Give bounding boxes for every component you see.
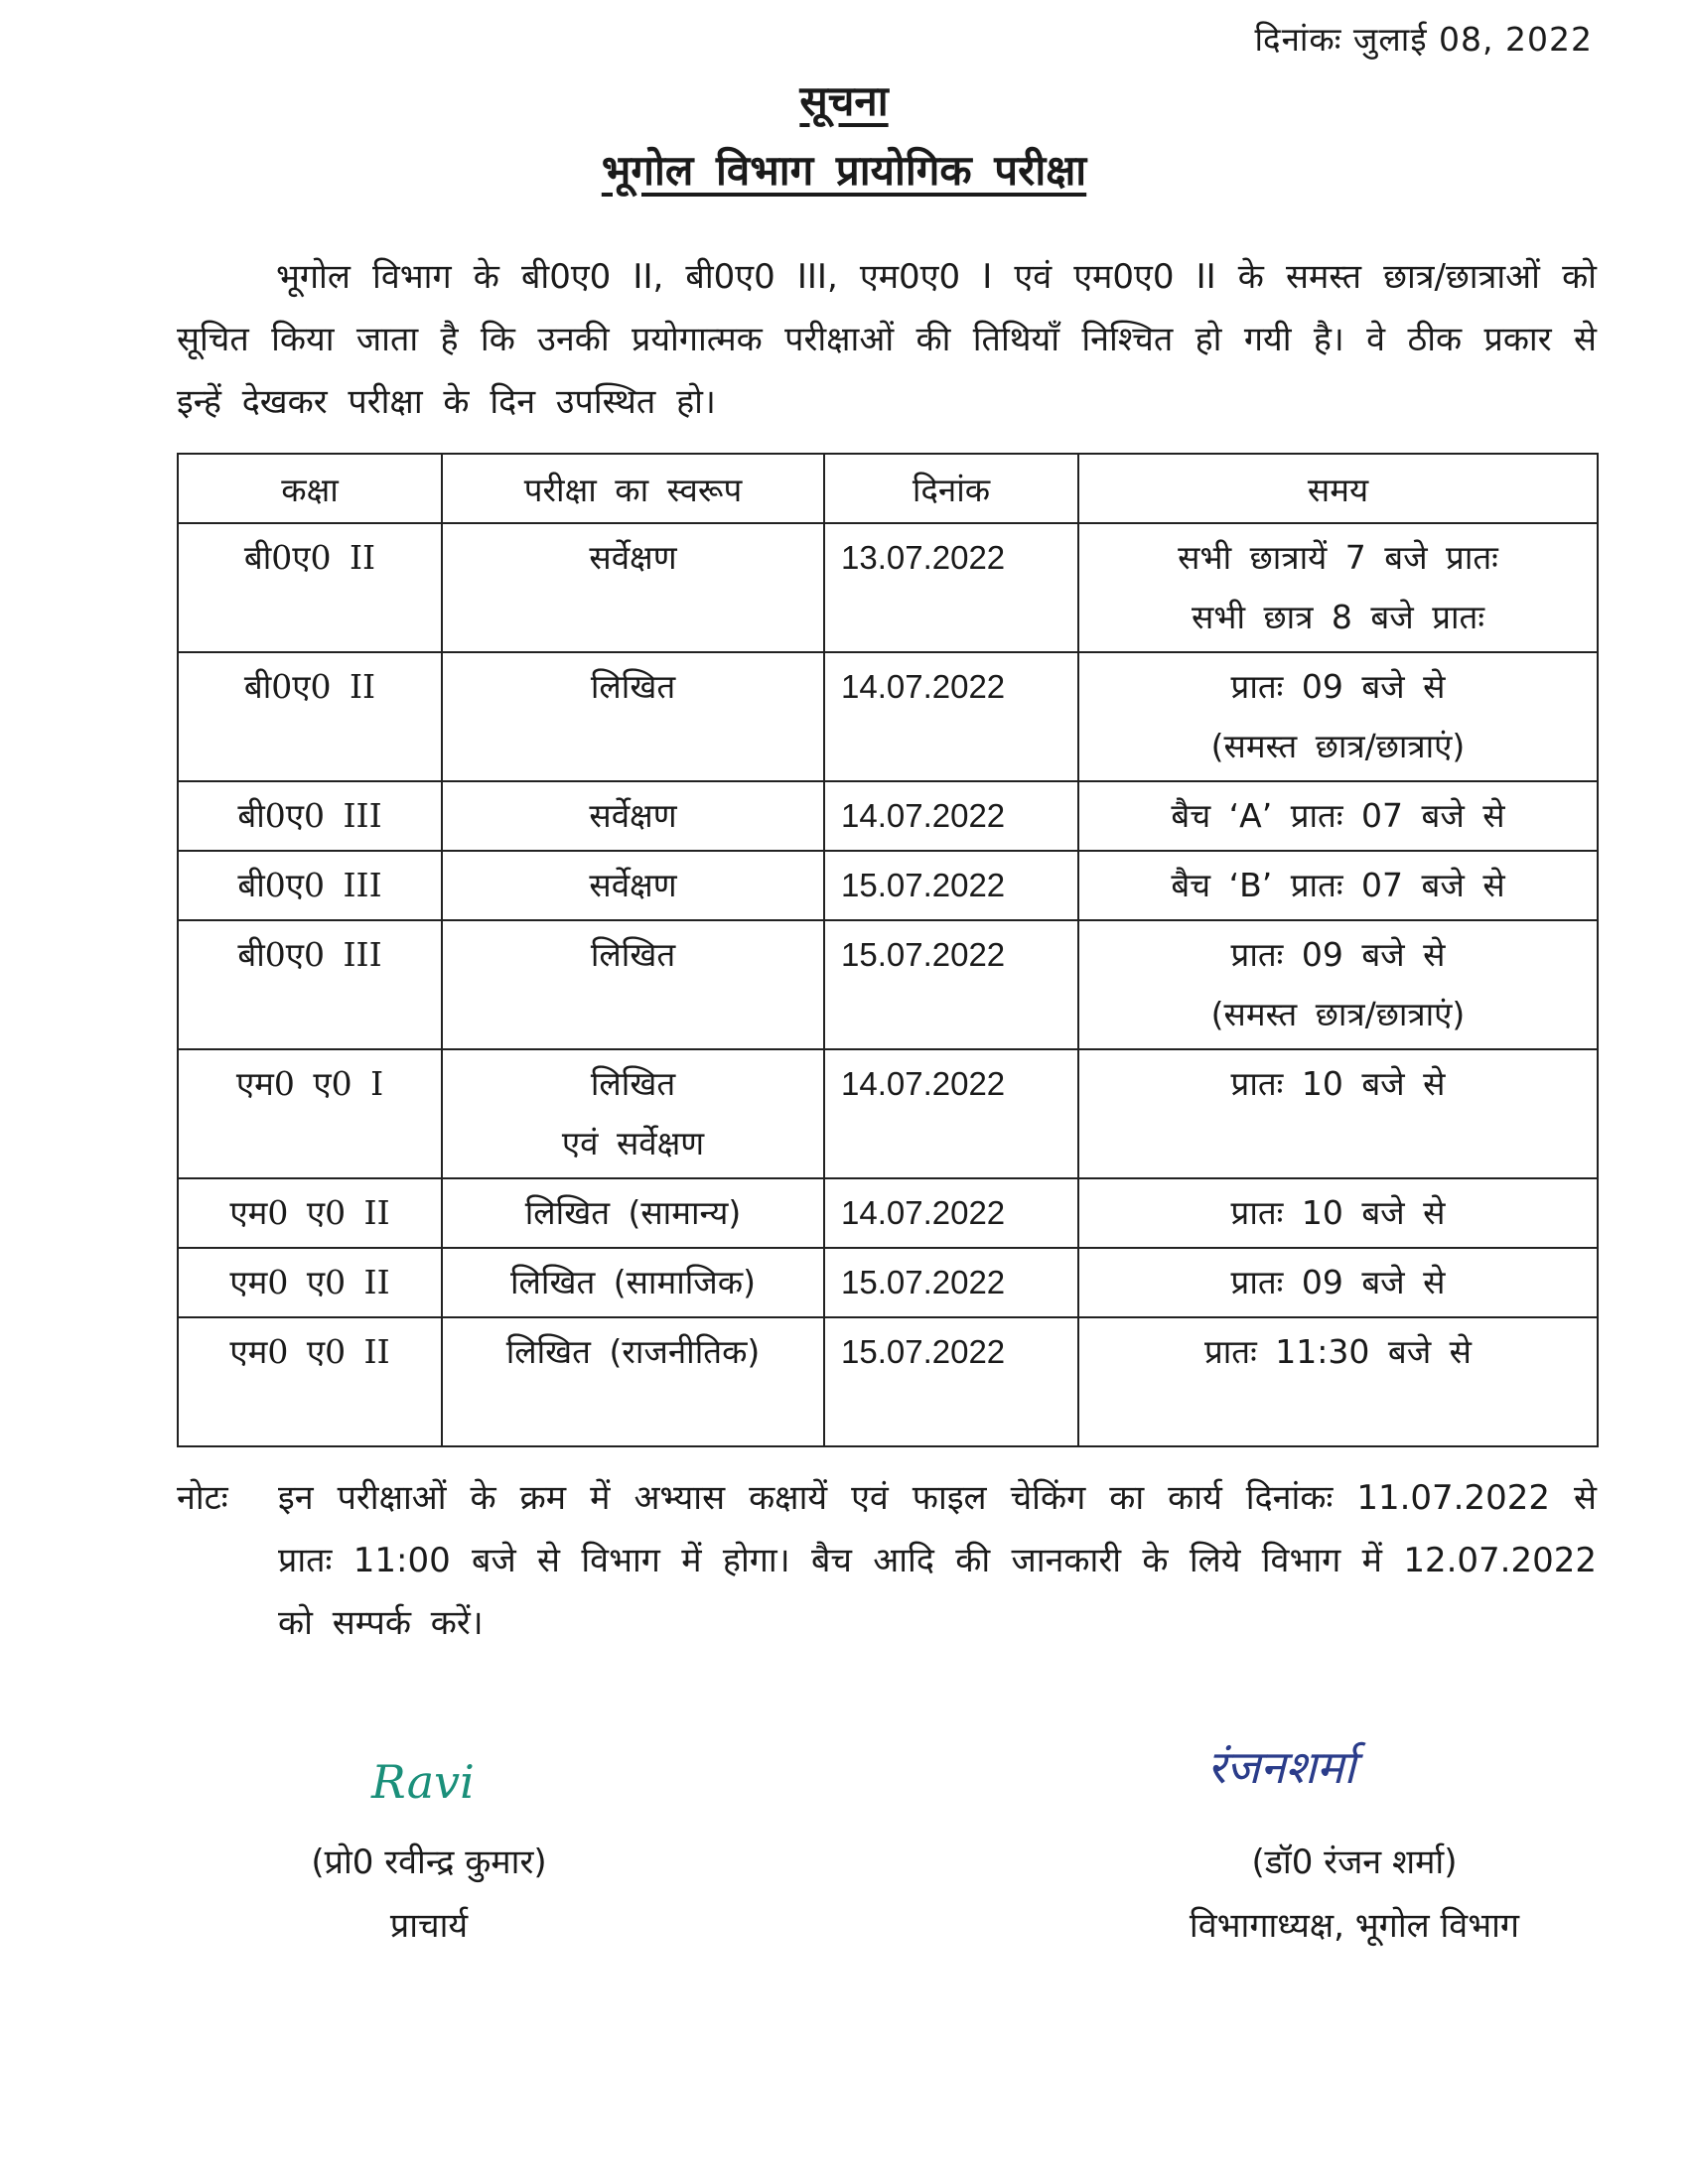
exam-type-cell	[442, 1317, 824, 1446]
note-label: नोटः	[177, 1478, 228, 1518]
class-cell	[178, 1248, 442, 1317]
time-value: प्रातः 09 बजे से	[1230, 935, 1446, 974]
class-value: बी0ए0 II	[243, 538, 376, 577]
class-value: एम0 ए0 II	[229, 1332, 390, 1371]
class-cell	[178, 1049, 442, 1178]
exam-type-cell	[442, 652, 824, 781]
class-cell	[178, 1317, 442, 1446]
time-value: बैच ‘B’ प्रातः 07 बजे से	[1171, 866, 1505, 904]
class-cell	[178, 1178, 442, 1248]
time-cell	[1078, 1248, 1598, 1317]
date-value: 14.07.2022	[841, 668, 1006, 705]
date-cell	[824, 1317, 1078, 1446]
exam-type-value: सर्वेक्षण	[589, 866, 677, 904]
hod-signature: रंजनशर्मा	[1207, 1740, 1356, 1794]
time-cell	[1078, 652, 1598, 781]
time-cell	[1078, 920, 1598, 1049]
exam-type-cell	[442, 920, 824, 1049]
class-value: एम0 ए0 II	[229, 1263, 390, 1301]
exam-type-cell	[442, 1049, 824, 1178]
exam-type-value: एवं सर्वेक्षण	[561, 1124, 705, 1162]
date-cell	[824, 781, 1078, 851]
table-row	[178, 1248, 1598, 1317]
time-value	[1087, 1382, 1589, 1441]
header-exam-type: परीक्षा का स्वरूप	[442, 454, 824, 523]
date-value: 14.07.2022	[841, 1065, 1006, 1102]
time-cell	[1078, 523, 1598, 652]
header-time: समय	[1078, 454, 1598, 523]
time-value: (समस्त छात्र/छात्राएं)	[1210, 727, 1466, 765]
table-row	[178, 781, 1598, 851]
exam-type-value: लिखित (सामान्य)	[524, 1193, 742, 1232]
date-value: 15.07.2022	[841, 1333, 1006, 1370]
time-value: सभी छात्र 8 बजे प्रातः	[1191, 598, 1485, 636]
exam-type-value: सर्वेक्षण	[589, 796, 677, 835]
exam-type-cell	[442, 781, 824, 851]
header-date: दिनांक	[824, 454, 1078, 523]
date-cell	[824, 1248, 1078, 1317]
table-row	[178, 652, 1598, 781]
table-row	[178, 1317, 1598, 1446]
date-value: 15.07.2022	[841, 936, 1006, 973]
table-row	[178, 1049, 1598, 1178]
table-header-row	[178, 454, 1598, 523]
date-cell	[824, 851, 1078, 920]
date-value: 15.07.2022	[841, 1264, 1006, 1300]
exam-type-cell	[442, 1178, 824, 1248]
time-value: प्रातः 10 बजे से	[1230, 1193, 1446, 1232]
exam-schedule-table	[177, 453, 1599, 1447]
principal-name: (प्रो0 रवीन्द्र कुमार)	[311, 1843, 547, 1882]
date-cell	[824, 1178, 1078, 1248]
exam-type-value: लिखित	[590, 1064, 676, 1103]
class-value: बी0ए0 III	[237, 866, 382, 904]
date-cell	[824, 920, 1078, 1049]
exam-type-value: लिखित (राजनीतिक)	[505, 1332, 761, 1371]
exam-type-value: लिखित	[590, 935, 676, 974]
note-section	[177, 1467, 1597, 1655]
class-cell	[178, 920, 442, 1049]
time-value: (समस्त छात्र/छात्राएं)	[1210, 995, 1466, 1033]
class-cell	[178, 652, 442, 781]
hod-designation: विभागाध्यक्ष, भूगोल विभाग	[1189, 1906, 1520, 1946]
date-cell	[824, 652, 1078, 781]
exam-type-value: लिखित	[590, 667, 676, 706]
header-class: कक्षा	[178, 454, 442, 523]
hod-sign-block	[1136, 1831, 1573, 1958]
table-row	[178, 851, 1598, 920]
date-cell	[824, 523, 1078, 652]
table-row	[178, 1178, 1598, 1248]
class-cell	[178, 781, 442, 851]
date-value: 13.07.2022	[841, 539, 1006, 576]
time-value: प्रातः 09 बजे से	[1230, 667, 1446, 706]
intro-paragraph: भूगोल विभाग के बी0ए0 II, बी0ए0 III, एम0ए0 I एवं एम0ए0 II के समस्त छात्र/छात्राओं को सूचित किया जाता है कि उनकी प्रयोगात्मक परीक्षाओं की तिथियाँ निश्चित हो गयी है। वे ठीक प्रकार से इन्हें देखकर परीक्षा के दिन उपस्थित हो।	[177, 257, 1597, 422]
class-cell	[178, 523, 442, 652]
class-value: बी0ए0 III	[237, 796, 382, 835]
date-value: 14.07.2022	[841, 797, 1006, 834]
date-value: 15.07.2022	[841, 867, 1006, 903]
time-value: प्रातः 11:30 बजे से	[1203, 1332, 1472, 1371]
date-cell	[824, 1049, 1078, 1178]
time-cell	[1078, 1317, 1598, 1446]
exam-type-cell	[442, 851, 824, 920]
exam-type-cell	[442, 1248, 824, 1317]
time-value: बैच ‘A’ प्रातः 07 बजे से	[1171, 796, 1505, 835]
table-row	[178, 523, 1598, 652]
notice-title: सूचना	[799, 76, 889, 125]
class-cell	[178, 851, 442, 920]
time-value: प्रातः 10 बजे से	[1230, 1064, 1446, 1103]
principal-sign-block	[260, 1831, 598, 1958]
table-body	[178, 523, 1598, 1446]
note-text: इन परीक्षाओं के क्रम में अभ्यास कक्षायें एवं फाइल चेकिंग का कार्य दिनांकः 11.07.2022 से प्रातः 11:00 बजे से विभाग में होगा। बैच आदि की जानकारी के लिये विभाग में 12.07.2022 को सम्पर्क करें।	[278, 1478, 1597, 1643]
time-cell	[1078, 851, 1598, 920]
date-line: दिनांकः जुलाई 08, 2022	[1254, 20, 1593, 59]
hod-name: (डॉ0 रंजन शर्मा)	[1251, 1843, 1458, 1882]
principal-designation: प्राचार्य	[389, 1906, 469, 1946]
notice-subtitle: भूगोल विभाग प्रायोगिक परीक्षा	[601, 146, 1087, 195]
table-row	[178, 920, 1598, 1049]
time-cell	[1078, 1049, 1598, 1178]
time-value: प्रातः 09 बजे से	[1230, 1263, 1446, 1301]
class-value: एम0 ए0 I	[235, 1064, 384, 1103]
time-cell	[1078, 781, 1598, 851]
principal-signature: Ravi	[371, 1755, 475, 1809]
class-value: बी0ए0 III	[237, 935, 382, 974]
exam-type-value: सर्वेक्षण	[589, 538, 677, 577]
time-value: सभी छात्रायें 7 बजे प्रातः	[1178, 538, 1498, 577]
time-cell	[1078, 1178, 1598, 1248]
class-value: एम0 ए0 II	[229, 1193, 390, 1232]
class-value: बी0ए0 II	[243, 667, 376, 706]
date-value: 14.07.2022	[841, 1194, 1006, 1231]
exam-type-value: लिखित (सामाजिक)	[509, 1263, 757, 1301]
exam-type-cell	[442, 523, 824, 652]
